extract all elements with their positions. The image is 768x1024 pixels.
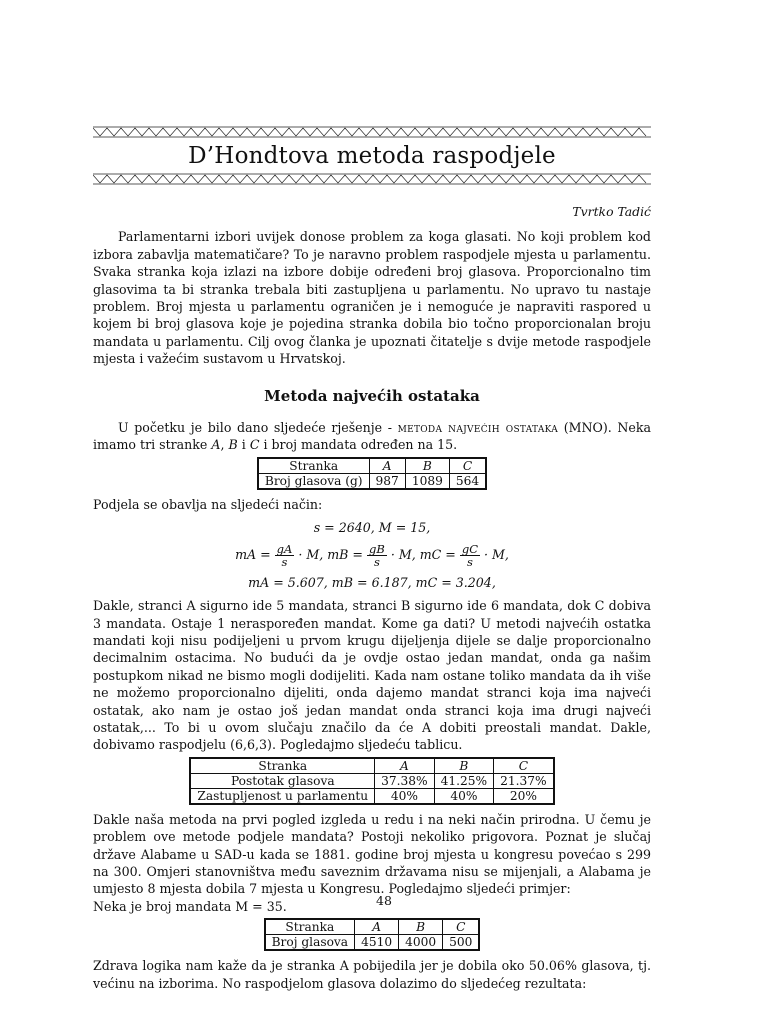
table-cell: 4510: [355, 935, 399, 951]
table-row: [190, 788, 553, 804]
section-heading: Metoda najvećih ostataka: [264, 386, 480, 405]
table-cell: 21.37%: [494, 773, 554, 788]
equation-3: mA = 5.607, mB = 6.187, mC = 3.204,: [248, 574, 496, 590]
p1-text-c: i broj mandata određen na 15.: [259, 437, 458, 453]
p1-text-a: U početku je bilo dano sljedeće rješenje -: [118, 420, 398, 436]
table-cell: A: [355, 919, 399, 935]
var-c: C: [249, 437, 260, 453]
equation-2: [93, 543, 651, 568]
table-cell: 40%: [434, 788, 493, 804]
table-row: [190, 773, 553, 788]
sep-comma: ,: [220, 437, 229, 453]
table-cell: C: [449, 458, 486, 474]
table-cell: B: [399, 919, 443, 935]
table-cell: C: [494, 758, 554, 774]
table-header-row: [258, 458, 486, 474]
fraction: [367, 543, 387, 568]
eq-term: mA =: [235, 547, 271, 563]
table-cell: A: [375, 758, 434, 774]
table-cell: C: [443, 919, 480, 935]
table-row: [258, 473, 486, 489]
table-cell: Stranka: [190, 758, 374, 774]
sep-i: i: [237, 437, 250, 453]
decorative-zigzag-bottom: [93, 173, 651, 185]
table-cell: Broj glasova: [265, 935, 355, 951]
section-paragraph-5: Neka je broj mandata M = 35.: [93, 898, 287, 914]
section-paragraph-4: Dakle naša metoda na prvi pogled izgleda u redu i na neki način prirodna. U čemu je problem ove metode podjele mandata? Postoji nekoliko prigovora. Poznat je slučaj države Alabame u SAD-u kada se 1881. godine broj mjesta u kongresu povećao s 299 na 300. Omjeri stanovništva među saveznim državama nisu se mijenjali, a Alabama je umjesto 8 mjesta dobila 7 mjesta u Kongresu. Pogledajmo sljedeći primjer:: [93, 811, 651, 897]
article: [93, 126, 651, 992]
var-b: B: [228, 437, 238, 453]
section-paragraph-1: [93, 419, 651, 454]
fraction-denominator: s: [281, 554, 288, 569]
table-cell: Broj glasova (g): [258, 473, 369, 489]
table-cell: 987: [369, 473, 405, 489]
fraction-numerator: gA: [276, 541, 293, 556]
page-number: 48: [376, 893, 392, 908]
table-cell: 4000: [399, 935, 443, 951]
table-row: [265, 935, 480, 951]
fraction-denominator: s: [466, 554, 473, 569]
table-cell: 564: [449, 473, 486, 489]
table-cell: 37.38%: [375, 773, 434, 788]
votes-table-2: [264, 918, 481, 951]
percentage-table: [189, 757, 554, 805]
method-name: metoda najvećih ostataka: [397, 420, 559, 436]
table-cell: A: [369, 458, 405, 474]
fraction-numerator: gC: [461, 541, 479, 556]
table-cell: Postotak glasova: [190, 773, 374, 788]
table-cell: 20%: [494, 788, 554, 804]
intro-paragraph: Parlamentarni izbori uvijek donose problem za koga glasati. No koji problem kod izbora zabavlja matematičare? To je naravno problem raspodjele mjesta u parlamentu. Svaka stranka koja izlazi na izbore dobije određeni broj glasova. Proporcionalno tim glasovima ta bi stranka trebala biti zastupljena u parlamentu. No upravo tu nastaje problem. Broj mjesta u parlamentu ograničen je i nemoguće je napraviti raspored u kojem bi broj glasova koje je pojedina stranka dobila bio točno proporcionalan broju mandata u parlamentu. Cilj ovog članka je upoznati čitatelje s dvije metode raspodjele mjesta i važećim sustavom u Hrvatskoj.: [93, 229, 651, 367]
section-paragraph-6: Zdrava logika nam kaže da je stranka A pobijedila jer je dobila oko 50.06% glasova, tj. većinu na izborima. No raspodjelom glasova dolazimo do sljedećeg rezultata:: [93, 958, 651, 991]
decorative-zigzag-top: [93, 126, 651, 138]
table-cell: 1089: [405, 473, 449, 489]
section-paragraph-3: Dakle, stranci A sigurno ide 5 mandata, stranci B sigurno ide 6 mandata, dok C dobiva 3 mandata. Ostaje 1 neraspoređen mandat. Kome ga dati? U metodi najvećih ostatka mandati koji nisu podijeljeni u prvom krugu dijeljenja dijele se dalje proporcionalno decimalnim ostacima. No budući da je ovdje ostao jedan mandat, onda ga našim postupkom nikad ne bismo mogli dodijeliti. Kada nam ostane toliko mandata da ih više ne možemo proporcionalno dijeliti, onda dajemo mandat stranci koja ima najveći ostatak, ako nam je ostao još jedan mandat onda stranci koja ima drugi najveći ostatak,... To bi u ovom slučaju značilo da će A dobiti preostali mandat. Dakle, dobivamo raspodjelu (6,6,3). Pogledajmo sljedeću tablicu.: [93, 598, 651, 753]
table-cell: Stranka: [258, 458, 369, 474]
votes-table: [257, 457, 487, 490]
table-cell: Zastupljenost u parlamentu: [190, 788, 374, 804]
table-cell: 41.25%: [434, 773, 493, 788]
var-a: A: [211, 437, 221, 453]
fraction-numerator: gB: [369, 541, 385, 556]
equation-1: s = 2640, M = 15,: [313, 520, 431, 536]
table-header-row: [190, 758, 553, 774]
table-header-row: [265, 919, 480, 935]
table-cell: 40%: [375, 788, 434, 804]
eq-term: · M, mC =: [390, 547, 456, 563]
article-title: D’Hondtova metoda raspodjele: [188, 143, 556, 169]
table-cell: 500: [443, 935, 480, 951]
section-paragraph-2: Podjela se obavlja na sljedeći način:: [93, 496, 323, 512]
author-name: Tvrtko Tadić: [572, 204, 651, 219]
p1-text-b: (MNO). Neka imamo tri stranke: [93, 420, 651, 453]
fraction-denominator: s: [373, 554, 380, 569]
eq-term: · M, mB =: [298, 547, 363, 563]
eq-term: · M,: [484, 547, 509, 563]
table-cell: B: [434, 758, 493, 774]
fraction: [275, 543, 295, 568]
table-cell: Stranka: [265, 919, 355, 935]
table-cell: B: [405, 458, 449, 474]
fraction: [460, 543, 480, 568]
